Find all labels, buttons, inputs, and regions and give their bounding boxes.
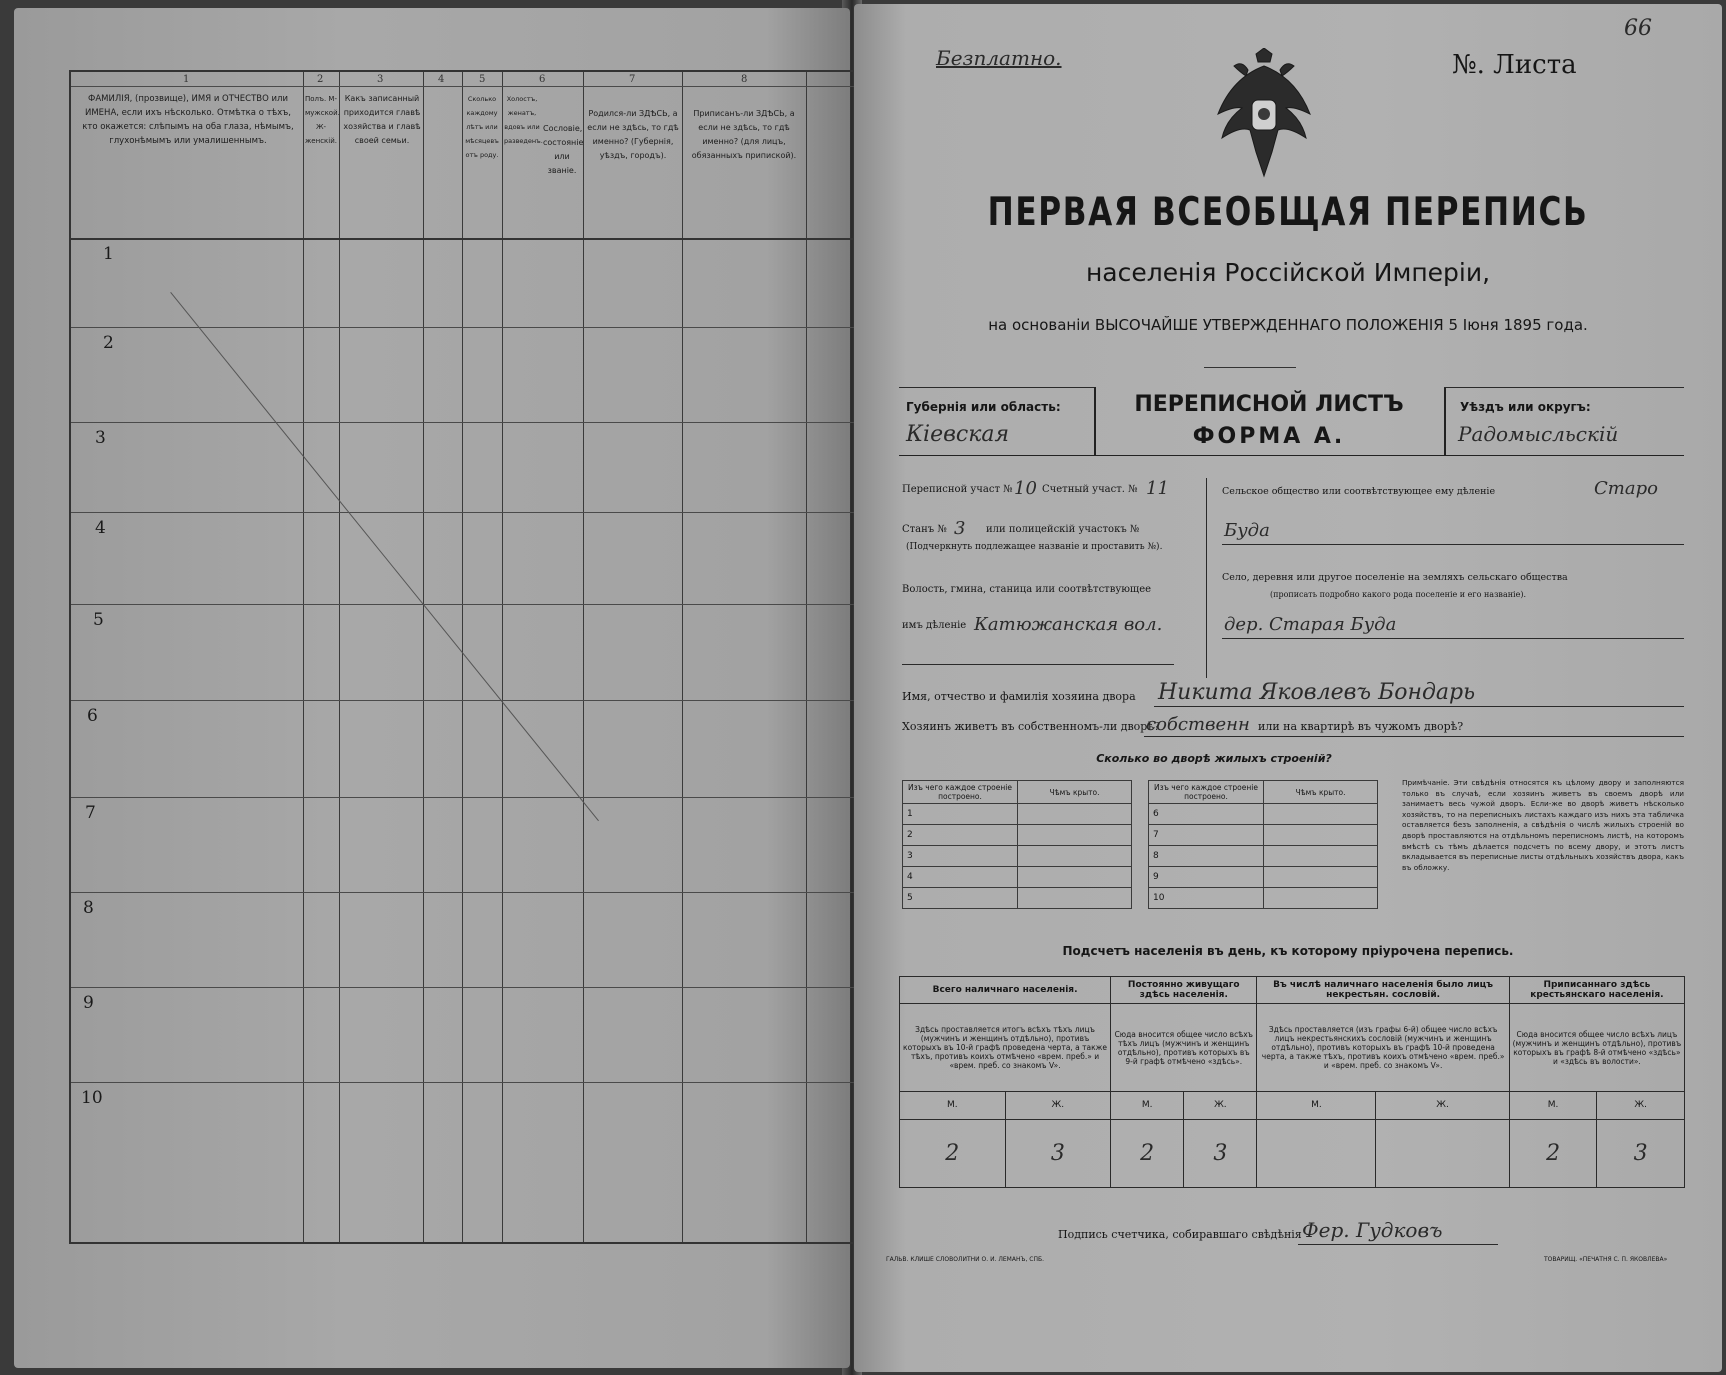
double-headed-eagle-icon: [1212, 48, 1316, 178]
stan-value: 3: [954, 518, 966, 539]
column-header-name: ФАМИЛІЯ, (прозвище), ИМЯ и ОТЧЕСТВО или ИМЕНА, если ихъ нѣсколько. Отмѣтка о тѣхъ, кто окажется: слѣпымъ на оба глаза, нѣмымъ, глухонѣмымъ или умалишеннымъ.: [82, 94, 294, 146]
grid-hline: [71, 987, 857, 988]
count-head-nonpeasant: Въ числѣ наличнаго населенія было лицъ некрестьян. сословій.: [1257, 977, 1509, 1004]
volost-label-2: имъ дѣленіе: [902, 620, 967, 631]
row-number: 5: [93, 610, 104, 630]
stan-label: Станъ №: [902, 524, 947, 535]
female-label: Ж.: [1184, 1091, 1257, 1119]
selo-note: (прописать подробно какого рода поселеніе и его названіе).: [1270, 590, 1526, 599]
buildings-col-roof: Чѣмъ крыто.: [1018, 781, 1132, 804]
selskoe-value-2: Буда: [1224, 520, 1270, 541]
lives-label: Хозяинъ живетъ въ собственномъ-ли дворѣ?: [902, 720, 1160, 733]
count-value-female: [1376, 1120, 1509, 1188]
buildings-col-material: Изъ чего каждое строеніе построено.: [903, 781, 1018, 804]
page-subtitle: населенія Россійской Имперіи,: [1085, 258, 1491, 287]
buildings-table-a: [902, 780, 1132, 909]
perepis-uchastok-value: 10: [1014, 478, 1037, 499]
column-number: 8: [741, 74, 748, 85]
building-row: 7: [1149, 825, 1264, 846]
buildings-table-b: [1148, 780, 1378, 909]
field-underline: [1144, 736, 1684, 737]
left-page: [14, 8, 850, 1368]
row-number: 3: [95, 428, 106, 448]
female-label: Ж.: [1597, 1091, 1685, 1119]
building-row: 6: [1149, 804, 1264, 825]
grid-vline: [502, 72, 503, 1242]
count-desc: Сюда вносится общее число всѣхъ лицъ (мужчинъ и женщинъ отдѣльно), противъ которыхъ въ графѣ 8-й отмѣчено «здѣсь» и «здѣсь въ волости».: [1509, 1004, 1684, 1091]
imprint-left: ГАЛЬВ. КЛИШЕ СЛОВОЛИТНИ О. И. ЛЕМАНЪ, СПБ.: [886, 1256, 1045, 1263]
gubernia-value: Кіевская: [906, 422, 1010, 447]
grid-vline: [462, 72, 463, 1242]
count-head-registered: Приписаннаго здѣсь крестьянскаго населенія.: [1509, 977, 1684, 1004]
signature-line: [1298, 1244, 1498, 1245]
column-header-relation: Какъ записанный приходится главѣ хозяйства и главѣ своей семьи.: [343, 94, 421, 145]
police-label: или полицейскій участокъ №: [986, 524, 1140, 535]
column-number: 1: [183, 74, 190, 85]
row-number: 6: [87, 706, 98, 726]
count-desc: Здѣсь проставляется (изъ графы 6-й) общее число всѣхъ лицъ некрестьянскихъ сословій (мужчинъ и женщинъ отдѣльно), противъ которыхъ въ графѣ 10-й проведена черта, а также тѣхъ, противъ коихъ отмѣчено «врем. преб.» и «врем. преб. со знакомъ V».: [1257, 1004, 1509, 1091]
buildings-note: Примѣчаніе. Эти свѣдѣнія относятся къ цѣлому двору и заполняются только въ случаѣ, если хозяинъ живетъ въ своемъ дворѣ или занимаетъ весь чужой дворъ. Если-же во дворѣ живетъ нѣсколько хозяйствъ, то на переписныхъ листахъ каждаго изъ нихъ эта табличка оставляется безъ заполненія, а свѣдѣнія о числѣ жилыхъ строеній во дворѣ проставляются на отдѣльномъ переписномъ листѣ, на которомъ вмѣстѣ съ тѣмъ дѣлается подсчетъ по всему двору, и этотъ листъ вкладывается въ переписные листы отдѣльныхъ хозяйствъ двора, какъ въ обложку.: [1402, 778, 1684, 872]
row-number: 9: [83, 993, 94, 1013]
building-row: 10: [1149, 888, 1264, 909]
field-underline: [1154, 706, 1684, 707]
sheet-number: 66: [1624, 16, 1652, 41]
grid-hline: [71, 512, 857, 513]
selskoe-label: Сельское общество или соотвѣтствующее ему дѣленіе: [1222, 486, 1496, 497]
row-number: 8: [83, 898, 94, 918]
building-row: 5: [903, 888, 1018, 909]
header-rule: [1444, 387, 1684, 388]
imprint-right: ТОВАРИЩ. «ПЕЧАТНЯ С. П. ЯКОВЛЕВА»: [1544, 1256, 1668, 1263]
building-row: 4: [903, 867, 1018, 888]
grid-hline: [71, 422, 857, 423]
uezd-value: Радомысльскій: [1458, 422, 1619, 446]
cross-out-line: [169, 292, 598, 822]
building-row: 9: [1149, 867, 1264, 888]
row-number: 1: [103, 244, 114, 264]
column-header-age: Сколько каждому лѣтъ или мѣсяцевъ отъ роду.: [465, 95, 499, 159]
grid-hline: [71, 86, 857, 87]
male-label: М.: [1257, 1091, 1376, 1119]
population-count-table: [899, 976, 1685, 1188]
form-subtitle: ФОРМА А.: [1192, 424, 1346, 449]
buildings-col-roof: Чѣмъ крыто.: [1264, 781, 1378, 804]
owner-label: Имя, отчество и фамилія хозяина двора: [902, 690, 1136, 703]
column-number: 5: [479, 74, 486, 85]
grid-hline: [71, 604, 857, 605]
count-value-female: 3: [1184, 1120, 1257, 1188]
field-underline: [1222, 638, 1684, 639]
selskoe-value: Старо: [1594, 478, 1658, 499]
lives-value: собственн: [1146, 714, 1250, 735]
building-row: 2: [903, 825, 1018, 846]
count-value-female: 3: [1597, 1120, 1685, 1188]
count-title: Подсчетъ населенія въ день, къ которому пріурочена перепись.: [1062, 944, 1514, 958]
grid-vline: [682, 72, 683, 1242]
perepis-uchastok-label: Переписной участ №: [902, 484, 1013, 495]
underline-note: (Подчеркнуть подлежащее названіе и проставить №).: [906, 542, 1163, 552]
column-header-sex: Полъ. М-мужской. Ж-женскій.: [305, 95, 340, 145]
buildings-col-material: Изъ чего каждое строеніе построено.: [1149, 781, 1264, 804]
owner-value: Никита Яковлевъ Бондарь: [1158, 680, 1476, 705]
grid-vline: [423, 72, 424, 1242]
building-row: 3: [903, 846, 1018, 867]
free-label: Безплатно.: [936, 46, 1062, 70]
count-head-permanent: Постоянно живущаго здѣсь населенія.: [1111, 977, 1257, 1004]
sheet-number-label: №. Листа: [1452, 50, 1577, 80]
count-desc: Здѣсь проставляется итогъ всѣхъ тѣхъ лицъ (мужчинъ и женщинъ отдѣльно), противъ которыхъ въ 10-й графѣ проведена черта, а также тѣхъ, противъ коихъ отмѣчено «врем. преб.» и «врем. преб. со знакомъ V».: [900, 1004, 1111, 1091]
row-number: 7: [85, 803, 96, 823]
column-header-birthplace: Родился-ли ЗДѢСЬ, а если не здѣсь, то гдѣ именно? (Губернія, уѣздъ, городъ).: [587, 109, 679, 160]
grid-hline: [71, 327, 857, 328]
count-head-present: Всего наличнаго населенія.: [900, 977, 1111, 1004]
page-title: ПЕРВАЯ ВСЕОБЩАЯ ПЕРЕПИСЬ: [987, 190, 1589, 235]
field-underline: [902, 664, 1174, 665]
header-divider: [1444, 387, 1446, 455]
header-rule: [899, 387, 1094, 388]
grid-vline: [303, 72, 304, 1242]
count-value-female: 3: [1005, 1120, 1111, 1188]
column-number: 2: [317, 74, 324, 85]
building-row: 8: [1149, 846, 1264, 867]
ornament-divider: [1204, 367, 1296, 368]
grid-vline: [339, 72, 340, 1242]
column-header-marital: Холостъ, женатъ, вдовъ или разведенъ.: [504, 95, 543, 145]
column-header-estate: Сословіе, состояніе или званіе.: [543, 124, 584, 175]
volost-value: Катюжанская вол.: [974, 614, 1163, 635]
block-divider: [1206, 478, 1207, 678]
column-number: 6: [539, 74, 546, 85]
volost-label: Волость, гмина, станица или соотвѣтствующее: [902, 584, 1152, 595]
grid-hline: [71, 700, 857, 701]
column-header-registered: Приписанъ-ли ЗДѢСЬ, а если не здѣсь, то гдѣ именно? (для лицъ, обязанныхъ припиской).: [691, 109, 797, 160]
left-table-grid: [69, 70, 857, 1244]
buildings-question: Сколько во дворѣ жилыхъ строеній?: [1096, 752, 1332, 765]
male-label: М.: [1111, 1091, 1184, 1119]
grid-hline: [71, 1082, 857, 1083]
female-label: Ж.: [1005, 1091, 1111, 1119]
grid-hline: [71, 797, 857, 798]
uezd-label: Уѣздъ или округъ:: [1460, 400, 1591, 414]
column-number: 3: [377, 74, 384, 85]
selo-label: Село, деревня или другое поселеніе на земляхъ сельскаго общества: [1222, 572, 1568, 583]
legal-basis: на основаніи ВЫСОЧАЙШЕ УТВЕРЖДЕННАГО ПОЛОЖЕНІЯ 5 Іюня 1895 года.: [988, 316, 1588, 334]
schetny-uchastok-label: Счетный участ. №: [1042, 484, 1138, 495]
lives-label-2: или на квартирѣ въ чужомъ дворѣ?: [1258, 720, 1464, 733]
female-label: Ж.: [1376, 1091, 1509, 1119]
count-value-male: 2: [900, 1120, 1006, 1188]
count-value-male: 2: [1111, 1120, 1184, 1188]
right-page: [854, 4, 1722, 1372]
grid-hline: [71, 238, 857, 240]
schetny-uchastok-value: 11: [1146, 478, 1169, 499]
grid-vline: [583, 72, 584, 1242]
grid-hline: [71, 892, 857, 893]
header-rule: [899, 455, 1684, 456]
male-label: М.: [1509, 1091, 1597, 1119]
signature-label: Подпись счетчика, собиравшаго свѣдѣнія: [1058, 1228, 1302, 1241]
selo-value: дер. Старая Буда: [1224, 614, 1397, 635]
column-number: 7: [629, 74, 636, 85]
row-number: 4: [95, 518, 106, 538]
form-title: ПЕРЕПИСНОЙ ЛИСТЪ: [1134, 392, 1404, 417]
field-underline: [1222, 544, 1684, 545]
gubernia-label: Губернія или область:: [906, 400, 1061, 414]
count-value-male: 2: [1509, 1120, 1597, 1188]
row-number: 10: [81, 1088, 103, 1108]
building-row: 1: [903, 804, 1018, 825]
count-desc: Сюда вносится общее число всѣхъ тѣхъ лицъ (мужчинъ и женщинъ отдѣльно), противъ которыхъ въ 9-й графѣ отмѣчено «здѣсь».: [1111, 1004, 1257, 1091]
signature-value: Фер. Гудковъ: [1302, 1218, 1443, 1242]
grid-vline: [806, 72, 807, 1242]
male-label: М.: [900, 1091, 1006, 1119]
row-number: 2: [103, 333, 114, 353]
column-number: 4: [438, 74, 445, 85]
count-value-male: [1257, 1120, 1376, 1188]
